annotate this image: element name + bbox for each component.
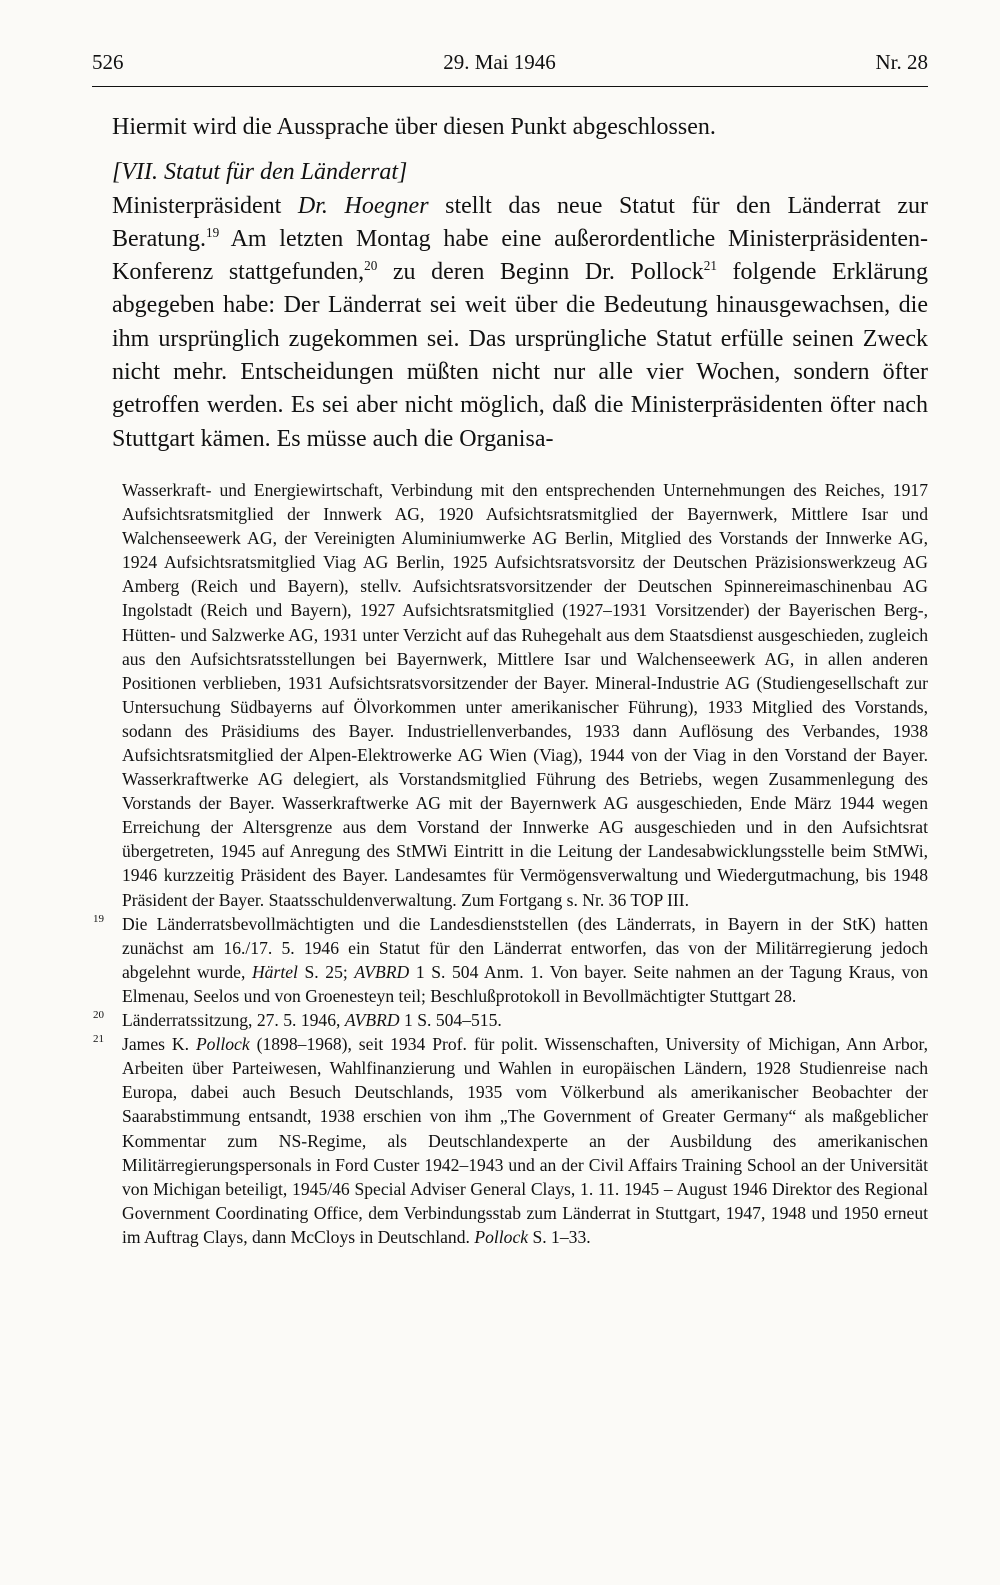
running-header bbox=[92, 48, 928, 80]
footnotes bbox=[92, 478, 928, 1249]
page-number: 526 bbox=[92, 50, 124, 74]
section-heading-text: [VII. Statut für den Länderrat] bbox=[112, 159, 408, 186]
document-page bbox=[92, 48, 928, 1249]
footnote-20 bbox=[93, 1008, 928, 1032]
footnote-number: 19 bbox=[93, 912, 104, 925]
footnote-text: (1898–1968), seit 1934 Prof. für polit. Wissenschaften, University of Michigan, Ann Arbor, Arbeiten über Parteiwesen, Wahlfinanzierung und Wahlen in europäischen Ländern, 1928 Studienreise nach Europa, dabei auch Besuch Deutschlands, 1935 vom Völkerbund als amerikanischer Beobachter der Saarabstimmung entsandt, 1938 erschien von ihm „The Government of Greater Germany“ als maßgeblicher Kommentar zum NS-Regime, als Deutschlandexperte an der Ausbildung des amerikanischen Militärregierungspersonals in Ford Custer 1942–1943 und an der Civil Affairs Training School an der Universität von Michigan beteiligt, 1945/46 Special Adviser General Clays, 1. 11. 1945 – August 1946 Direktor des Regional Government Coordinating Office, dem Verbindungsstab zum Länderrat in Stuttgart, 1947, 1948 und 1950 erneut im Auftrag Clays, dann McCloys in Deutschland. bbox=[122, 1034, 929, 1247]
footnote-ref-21[interactable]: 21 bbox=[703, 258, 717, 274]
speaker-name: Dr. Hoegner bbox=[297, 192, 429, 219]
document-number: Nr. 28 bbox=[875, 50, 928, 74]
para-text-4: zu deren Beginn Dr. Pollock bbox=[377, 259, 704, 286]
footnote-number: 21 bbox=[93, 1033, 104, 1046]
para-text-2: stellt das neue Statut für den Länderrat zur Beratung. bbox=[112, 192, 928, 252]
header-rule bbox=[92, 86, 928, 87]
footnote-text: 1 S. 504 Anm. 1. Von bayer. Seite nahmen an der Tagung Kraus, von Elmenau, Seelos und von Groenesteyn teil; Beschlußprotokoll in Bevollmächtigter Stuttgart 28. bbox=[122, 961, 928, 1006]
footnote-text: S. 1–33. bbox=[528, 1226, 591, 1247]
para-text-5: folgende Erklärung abgegeben habe: Der Länderrat sei weit über die Bedeutung hinausgewachsen, die ihm ursprünglich zugekommen sei. Das ursprüngliche Statut erfülle seinen Zweck nicht mehr. Entscheidungen müßten nicht nur alle vier Wochen, sondern öfter getroffen werden. Es sei aber nicht möglich, daß die Ministerpräsidenten öfter nach Stuttgart kämen. Es müsse auch die Organisa- bbox=[112, 259, 928, 452]
main-text bbox=[92, 111, 928, 456]
footnote-ref-19[interactable]: 19 bbox=[205, 224, 220, 240]
footnote-cite: Härtel bbox=[251, 961, 298, 982]
section-heading bbox=[112, 156, 928, 189]
footnote-text: James K. bbox=[122, 1034, 196, 1055]
footnote-text: Die Länderratsbevollmächtigten und die Landesdienststellen (des Länderrats, in Bayern in der StK) hatten zunächst am 16./17. 5. 1946 ein Statut für den Länderrat entworfen, das von der Militärregierung jedoch abgelehnt wurde, bbox=[122, 913, 928, 982]
footnote-19 bbox=[93, 912, 928, 1008]
closing-line: Hiermit wird die Aussprache über diesen Punkt abgeschlossen. bbox=[112, 114, 716, 140]
para-text-3: Am letzten Montag habe eine außerordentliche Ministerpräsidenten-Konferenz stattgefunden, bbox=[112, 225, 928, 286]
footnote-21 bbox=[93, 1032, 929, 1249]
footnote-cite: Pollock bbox=[474, 1226, 529, 1247]
main-paragraph bbox=[112, 190, 928, 456]
footnote-text: S. 25; bbox=[297, 961, 355, 982]
footnote-number: 20 bbox=[93, 1009, 104, 1022]
footnote-continuation: Wasserkraft- und Energiewirtschaft, Verbindung mit den entsprechenden Unternehmungen des Reiches, 1917 Aufsichtsratsmitglied der Innwerk AG, 1920 Aufsichtsratsmitglied der Bayernwerk, Mittlere Isar und Walchenseewerk AG, der Vereinigten Aluminiumwerke AG Berlin, Mitglied des Vorstands der Innwerke AG, 1924 Aufsichtsratsmitglied Viag AG Berlin, 1925 Aufsichtsratsvorsitz der Deutschen Präzisionswerkzeug AG Amberg (Reich und Bayern), stellv. Aufsichtsratsvorsitzender der Deutschen Spinnereimaschinenbau AG Ingolstadt (Reich und Bayern), 1927 Aufsichtsratsmitglied (1927–1931 Vorsitzender) der Bayerischen Berg-, Hütten- und Salzwerke AG, 1931 unter Verzicht auf das Ruhegehalt aus dem Staatsdienst ausgeschieden, zugleich aus den Aufsichtsratsstellungen bei Bayernwerk, Mittlere Isar und Walchenseewerk AG, in allen anderen Positionen verblieben, 1931 Aufsichtsratsvorsitzender der Bayer. Mineral-Industrie AG (Studiengesellschaft zur Untersuchung Südbayerns auf Ölvorkommen unter amerikanischer Führung), 1933 Mitglied des Vorstands, sodann des Präsidiums des Bayer. Industriellenverbandes, 1933 dann Auflösung des Verbandes, 1938 Aufsichtsratsmitglied der Alpen-Elektrowerke AG Wien (Viag), 1944 von der Viag in den Vorstand der Bayer. Wasserkraftwerke AG delegiert, als Vorstandsmitglied Führung des Betriebs, wegen Zusammenlegung des Vorstands der Bayer. Wasserkraftwerke AG mit der Bayernwerk AG ausgeschieden, Ende März 1944 wegen Erreichung der Altersgrenze aus dem Vorstand der Innwerke AG ausgeschieden und in den Aufsichtsrat übergetreten, 1945 auf Anregung des StMWi Eintritt in die Leitung der Landesabwicklungsstelle beim StMWi, 1946 kurzzeitig Präsident des Bayer. Landesamtes für Vermögensverwaltung und Wiedergutmachung, bis 1948 Präsident der Bayer. Staatsschuldenverwaltung. Zum Fortgang s. Nr. 36 TOP III. bbox=[122, 479, 928, 910]
footnote-cite: AVBRD bbox=[354, 961, 410, 982]
footnote-person: Pollock bbox=[195, 1034, 250, 1055]
para-text-1: Ministerpräsident bbox=[112, 192, 298, 219]
footnote-cite: AVBRD bbox=[344, 1010, 400, 1031]
footnote-ref-20[interactable]: 20 bbox=[364, 258, 378, 274]
header-date: 29. Mai 1946 bbox=[443, 50, 556, 74]
footnote-text: Länderratssitzung, 27. 5. 1946, bbox=[122, 1010, 345, 1031]
footnote-text: 1 S. 504–515. bbox=[399, 1010, 502, 1031]
